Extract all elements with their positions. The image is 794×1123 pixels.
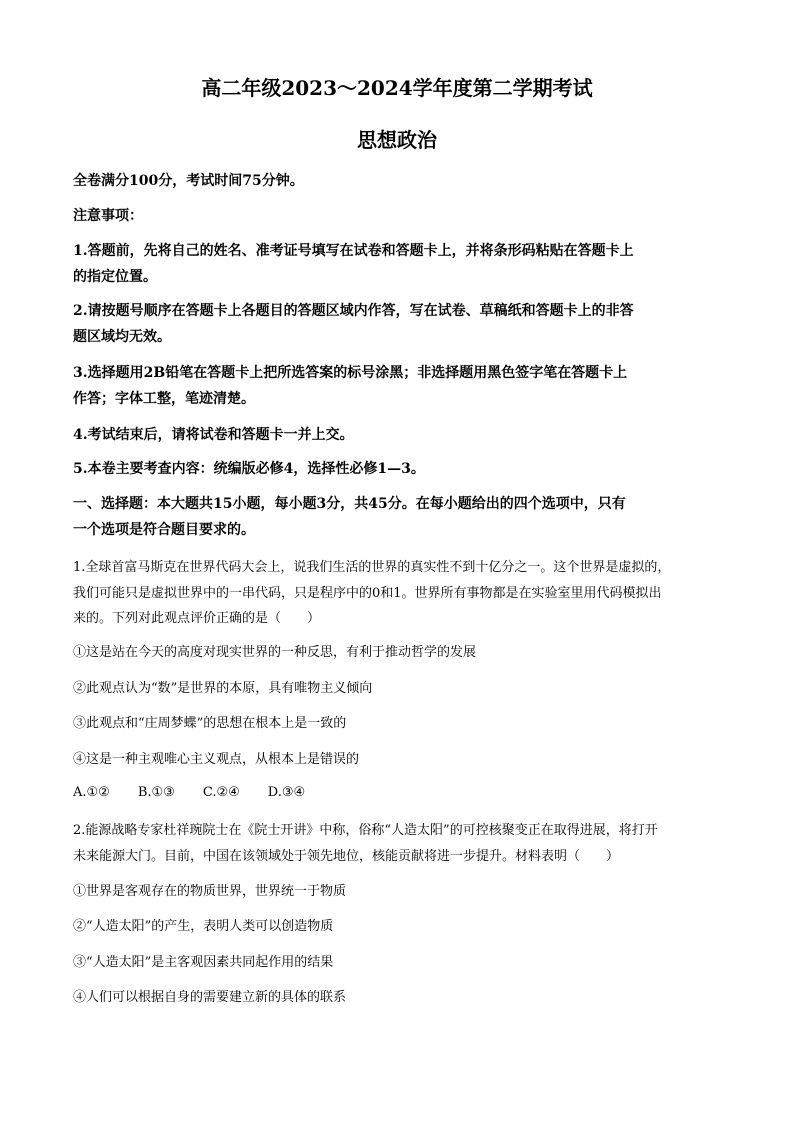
notice-5: 5.本卷主要考查内容：统编版必修4，选择性必修1—3。 <box>73 461 425 477</box>
q1-option-a: A.①② <box>73 785 110 800</box>
q1-stem-line-2: 我们可能只是虚拟世界中的一串代码，只是程序中的0和1。世界所有事物都是在实验室里用代码模拟出 <box>73 586 662 601</box>
subject-title: 思想政治 <box>357 128 437 152</box>
notice-3-line-1: 3.选择题用2B铅笔在答题卡上把所选答案的标号涂黑；非选择题用黑色签字笔在答题卡上 <box>73 365 628 381</box>
notice-1-line-1: 1.答题前，先将自己的姓名、准考证号填写在试卷和答题卡上，并将条形码粘贴在答题卡上 <box>73 243 634 259</box>
q1-stem-line-1: 1.全球首富马斯克在世界代码大会上，说我们生活的世界的真实性不到十亿分之一。这个世界是虚拟的， <box>73 560 671 575</box>
q1-statement-2: ②此观点认为“数”是世界的本原，具有唯物主义倾向 <box>73 681 373 696</box>
notice-3-line-2: 作答；字体工整，笔迹清楚。 <box>73 391 255 407</box>
q1-options <box>73 785 723 800</box>
q1-statement-4: ④这是一种主观唯心主义观点，从根本上是错误的 <box>73 752 360 767</box>
q2-stem-line-2: 未来能源大门。目前，中国在该领域处于领先地位，核能贡献将进一步提升。材料表明（ ） <box>73 849 620 864</box>
notice-heading: 注意事项： <box>73 208 143 224</box>
q2-statement-1: ①世界是客观存在的物质世界，世界统一于物质 <box>73 884 347 899</box>
q1-option-d: D.③④ <box>267 785 306 800</box>
q2-statement-2: ②“人造太阳”的产生，表明人类可以创造物质 <box>73 919 334 934</box>
exam-title: 高二年级2023～2024学年度第二学期考试 <box>201 76 593 100</box>
notice-4: 4.考试结束后，请将试卷和答题卡一并上交。 <box>73 427 354 443</box>
q1-statement-3: ③此观点和“庄周梦蝶”的思想在根本上是一致的 <box>73 716 347 731</box>
notice-2-line-1: 2.请按题号顺序在答题卡上各题目的答题区域内作答，写在试卷、草稿纸和答题卡上的非答 <box>73 303 634 319</box>
score-time-info: 全卷满分100分，考试时间75分钟。 <box>73 173 304 189</box>
notice-2-line-2: 题区域均无效。 <box>73 329 171 345</box>
q1-option-c: C.②④ <box>202 785 240 800</box>
q1-option-b: B.①③ <box>137 785 175 800</box>
q2-stem-line-1: 2.能源战略专家杜祥琬院士在《院士开讲》中称，俗称“人造太阳”的可控核聚变正在取得进展，将打开 <box>73 823 658 838</box>
q2-statement-3: ③“人造太阳”是主客观因素共同起作用的结果 <box>73 955 334 970</box>
q2-statement-4: ④人们可以根据自身的需要建立新的具体的联系 <box>73 990 347 1005</box>
q1-stem-line-3: 来的。下列对此观点评价正确的是（ ） <box>73 611 321 626</box>
q1-statement-1: ①这是站在今天的高度对现实世界的一种反思，有利于推动哲学的发展 <box>73 645 477 660</box>
section-heading-line-2: 一个选项是符合题目要求的。 <box>73 522 255 538</box>
section-heading-line-1: 一、选择题：本大题共15小题，每小题3分，共45分。在每小题给出的四个选项中，只有 <box>73 496 626 512</box>
notice-1-line-2: 的指定位置。 <box>73 269 157 285</box>
